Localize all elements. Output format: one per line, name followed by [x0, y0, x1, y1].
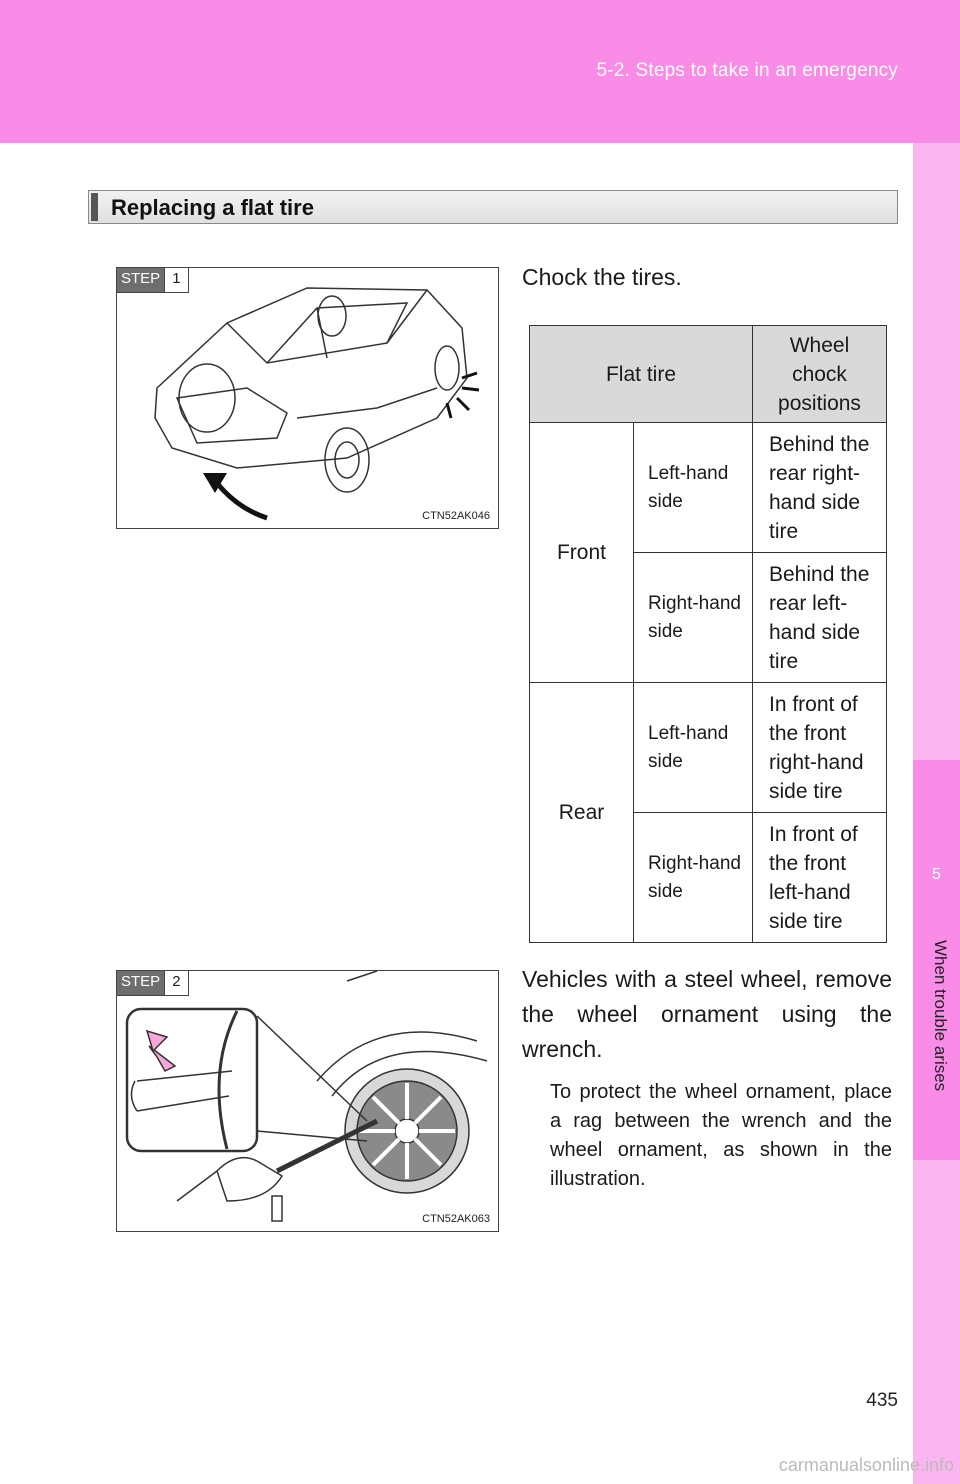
heading-text: Replacing a flat tire	[111, 195, 314, 220]
heading-bar	[91, 193, 98, 221]
step1-figure	[116, 267, 499, 529]
table-cell-position: In front of the front right-hand side tire	[753, 683, 887, 813]
step2-text: Vehicles with a steel wheel, remove the wheel ornament using the wrench.	[522, 966, 892, 1062]
table-header-flat-tire: Flat tire	[530, 326, 753, 423]
table-cell-side: Left-hand side	[634, 683, 753, 813]
car-chock-illustration	[117, 268, 498, 528]
section-label: 5-2. Steps to take in an emergency	[596, 60, 898, 81]
table-cell-position: Behind the rear right-hand side tire	[753, 423, 887, 553]
table-cell-side: Right-hand side	[634, 813, 753, 943]
table-cell-position: In front of the front left-hand side tire	[753, 813, 887, 943]
step-label: STEP	[117, 971, 164, 995]
wrench-ornament-illustration	[117, 971, 498, 1231]
page-number: 435	[866, 1390, 898, 1411]
figure-code: CTN52AK046	[422, 510, 490, 522]
chapter-title: When trouble arises	[931, 940, 950, 1092]
table-cell-side: Right-hand side	[634, 553, 753, 683]
step1-badge	[117, 268, 189, 293]
step-label: STEP	[117, 268, 164, 292]
step2-figure	[116, 970, 499, 1232]
chapter-number: 5	[932, 866, 941, 883]
step2-note: To protect the wheel ornament, place a rag between the wrench and the wheel ornament, as shown in the illustration.	[550, 1081, 892, 1190]
table-header-positions: Wheel chock positions	[753, 326, 887, 423]
step2-badge	[117, 971, 189, 996]
section-heading	[88, 190, 898, 224]
wheel-chock-table	[529, 325, 887, 943]
table-group-front: Front	[530, 423, 634, 683]
step-number: 1	[164, 268, 187, 292]
table-cell-position: Behind the rear left-hand side tire	[753, 553, 887, 683]
watermark: carmanualsonline.info	[778, 1455, 954, 1475]
figure-code: CTN52AK063	[422, 1213, 490, 1225]
table-group-rear: Rear	[530, 683, 634, 943]
table-cell-side: Left-hand side	[634, 423, 753, 553]
step-number: 2	[164, 971, 187, 995]
step1-text: Chock the tires.	[522, 264, 682, 290]
